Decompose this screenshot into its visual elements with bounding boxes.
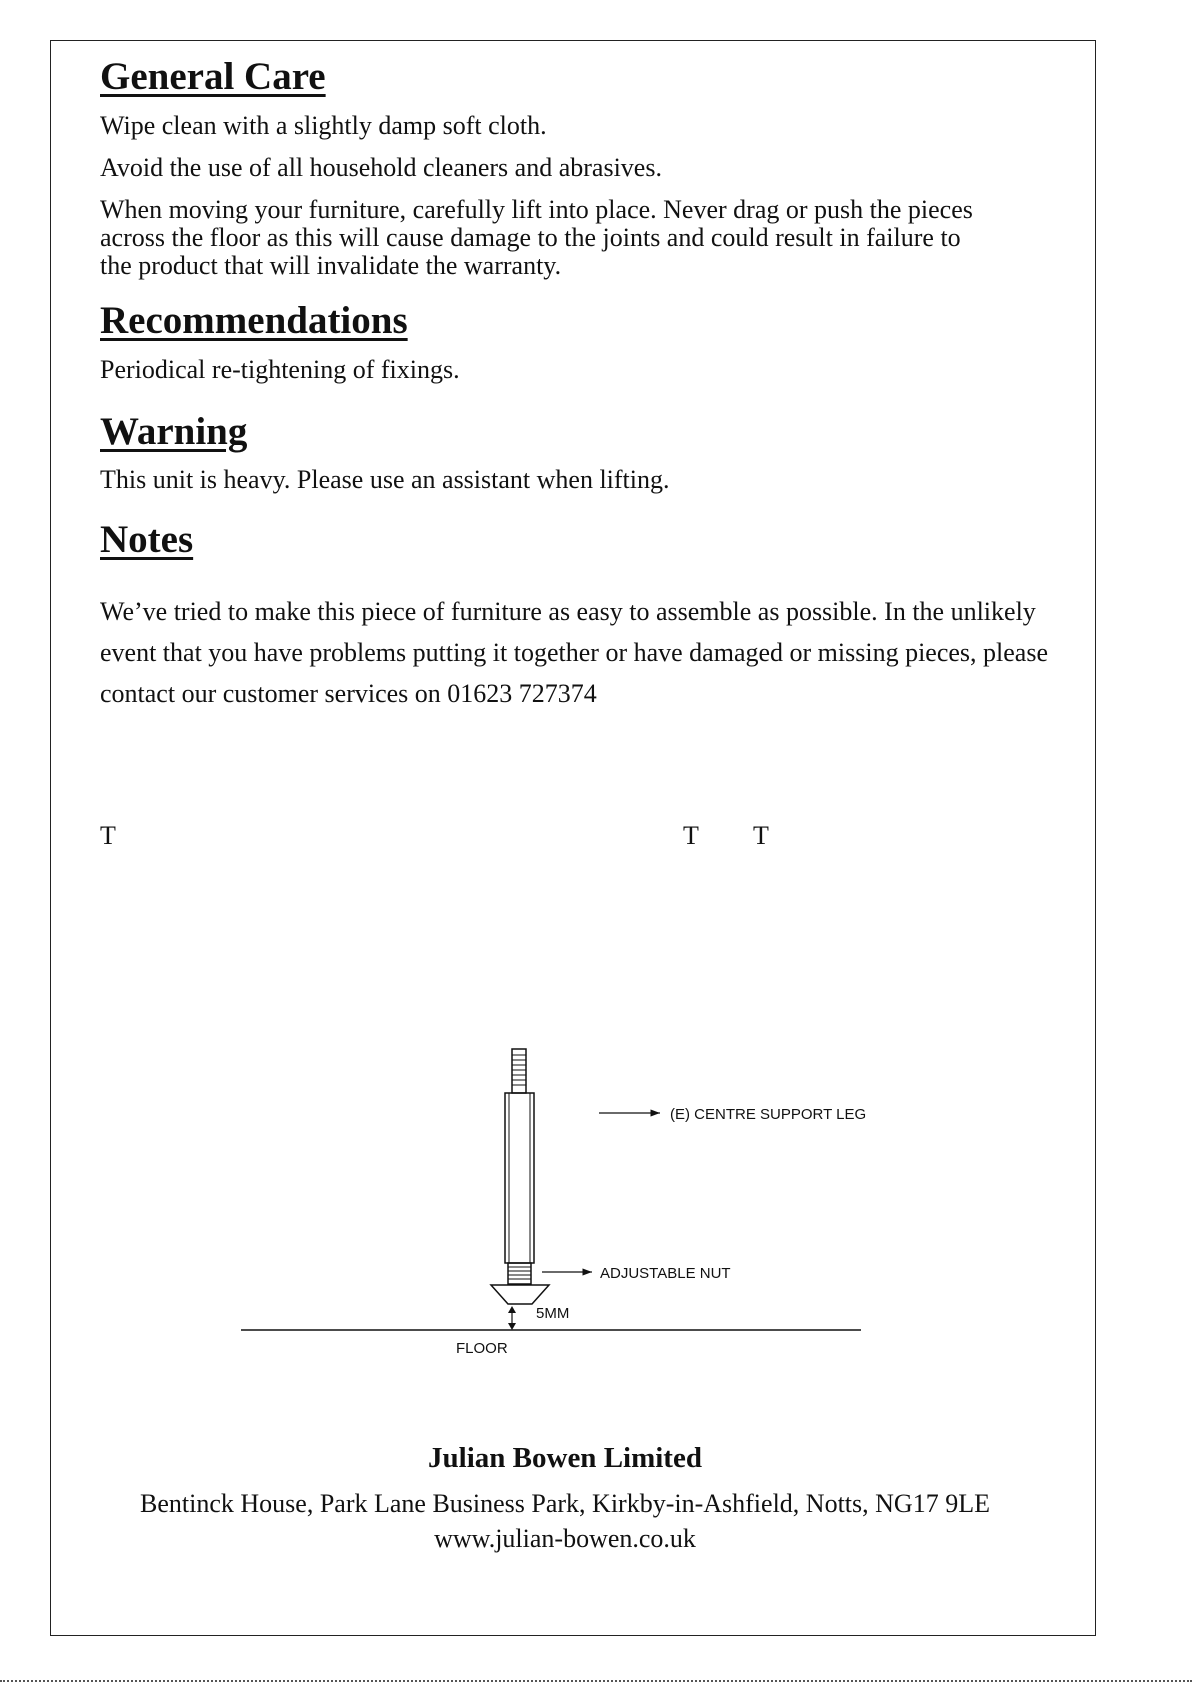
stray-mark-2: T bbox=[683, 821, 699, 850]
general-care-text-2: Avoid the use of all household cleaners and abrasives. bbox=[100, 153, 662, 182]
recommendations-text: Periodical re-tightening of fixings. bbox=[100, 355, 460, 384]
adjustable-nut bbox=[508, 1263, 531, 1284]
general-care-text-3-line-2: across the floor as this will cause damage to the joints and could result in failure to bbox=[100, 223, 961, 252]
company-name: Julian Bowen Limited bbox=[428, 1442, 702, 1474]
company-website: www.julian-bowen.co.uk bbox=[434, 1524, 696, 1553]
general-care-text-3-line-3: the product that will invalidate the warranty. bbox=[100, 251, 562, 280]
warning-heading: Warning bbox=[100, 410, 248, 453]
recommendations-heading: Recommendations bbox=[100, 299, 408, 342]
bottom-dotted-rule bbox=[0, 1680, 1192, 1682]
gap-label: 5MM bbox=[536, 1305, 570, 1322]
notes-text: We’ve tried to make this piece of furniture as easy to assemble as possible. In the unlikely event that you have problems putting it together or have damaged or missing pieces, please contact our customer services on 01623 727374 bbox=[100, 597, 1049, 708]
company-address: Bentinck House, Park Lane Business Park, Kirkby-in-Ashfield, Notts, NG17 9LE bbox=[140, 1489, 990, 1518]
leg-label: (E) CENTRE SUPPORT LEG bbox=[670, 1106, 867, 1123]
general-care-text-3-line-1: When moving your furniture, carefully lift into place. Never drag or push the pieces bbox=[100, 195, 973, 224]
leg-top-thread bbox=[512, 1049, 526, 1093]
floor-label: FLOOR bbox=[456, 1340, 508, 1357]
stray-mark-3: T bbox=[753, 821, 769, 850]
leg-shaft bbox=[505, 1093, 534, 1263]
leg-foot bbox=[491, 1285, 549, 1304]
general-care-text-1: Wipe clean with a slightly damp soft cloth. bbox=[100, 111, 547, 140]
warning-text: This unit is heavy. Please use an assistant when lifting. bbox=[100, 465, 670, 494]
nut-label: ADJUSTABLE NUT bbox=[600, 1265, 731, 1282]
stray-mark-1: T bbox=[100, 821, 116, 850]
notes-heading: Notes bbox=[100, 518, 194, 561]
general-care-heading: General Care bbox=[100, 55, 326, 98]
gap-arrow bbox=[508, 1306, 516, 1330]
